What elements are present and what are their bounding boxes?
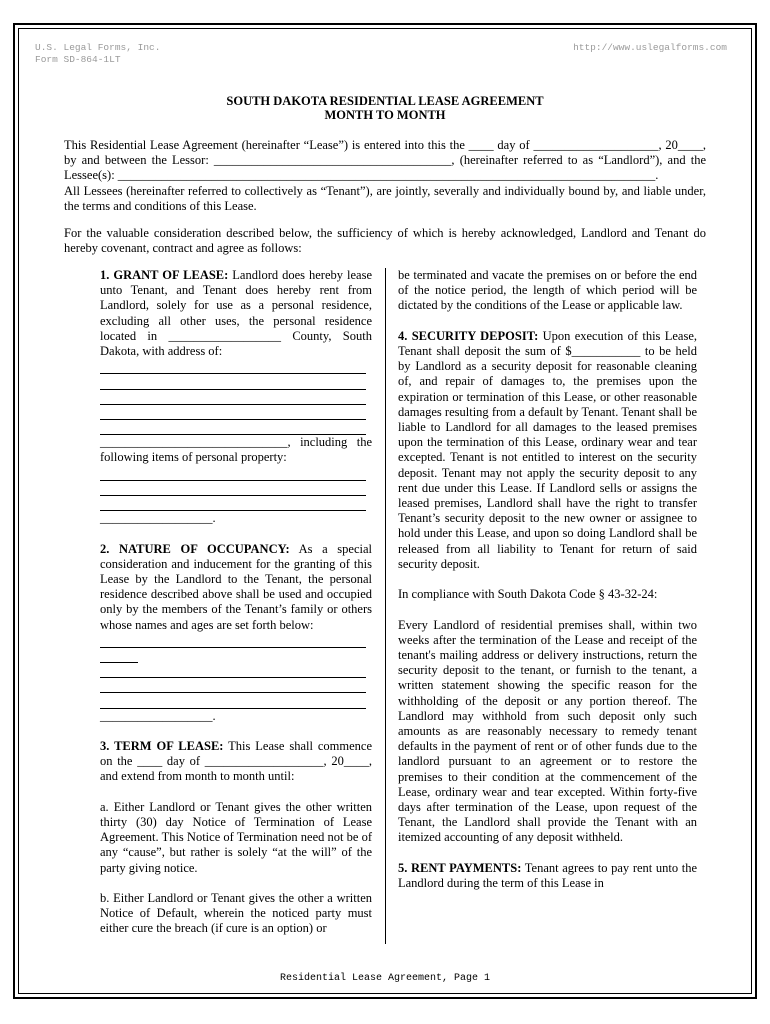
occupant-line — [100, 693, 366, 708]
address-line — [100, 374, 366, 389]
section-heading: 3. TERM OF LEASE: — [100, 739, 224, 754]
property-line — [100, 496, 366, 511]
address-line — [100, 359, 366, 374]
section-term-of-lease — [100, 739, 372, 785]
consideration-block — [64, 226, 706, 256]
form-number: Form SD-864-1LT — [35, 54, 121, 65]
document-subtitle: MONTH TO MONTH — [324, 108, 446, 122]
property-line — [100, 466, 366, 481]
section-security-deposit — [398, 329, 697, 572]
intro-paragraph-lessees: All Lessees (hereinafter referred to collectively as “Tenant”), are jointly, severally and individually bound by, and liable under, the terms and conditions of this Lease. — [64, 183, 706, 213]
intro-paragraph-parties: This Residential Lease Agreement (hereinafter “Lease”) is entered into this the ____ day of ____________________, 20____, by and between the Lessor: ______________________________________, (hereinafter referred to as “Landlord”), and the Lessee(s): ______________________________________________________________________________________. — [64, 138, 706, 183]
term-clause-a: a. Either Landlord or Tenant gives the other written thirty (30) day Notice of Termination of Lease Agreement. This Notice of Termination need not be of any “cause”, but rather is solely “at the will” of the party giving notice. — [100, 799, 372, 875]
section-nature-of-occupancy — [100, 542, 372, 633]
occupant-line — [100, 678, 366, 693]
intro-paragraph-consideration: For the valuable consideration described below, the sufficiency of which is hereby acknowledged, Landlord and Tenant do hereby covenant, contract and agree as follows: — [64, 226, 706, 256]
compliance-statement: In compliance with South Dakota Code § 43-32-24: — [398, 587, 658, 602]
section-text: Upon execution of this Lease, Tenant shall deposit the sum of $___________ to be held by Landlord as a security deposit for reasonable cleaning of, and repair of damages to, the premises upon the expiration or termination of this Lease, or other reasonable damages resulting from a default by Tenant. Tenant shall be liable to Landlord for all damages to the leased premises upon the termination of this Lease, ordinary wear and tear excepted. Tenant is not entitled to interest on the security deposit. Tenant may not apply the security deposit to any rent due under this Lease. If Landlord sells or assigns the leased premises, Landlord shall have the right to transfer Tenant’s security deposit to the new owner or assignee to hold under this Lease, and upon so doing Landlord shall be released from all liability to Tenant for return of said security deposit. — [398, 328, 698, 571]
right-column — [398, 268, 697, 891]
page-footer: Residential Lease Agreement, Page 1 — [279, 973, 491, 984]
address-line — [100, 405, 366, 420]
address-line — [100, 390, 366, 405]
publisher-url[interactable]: http://www.uslegalforms.com — [573, 42, 727, 53]
term-clause-b: b. Either Landlord or Tenant gives the other a written Notice of Default, wherein the noticed party must either cure the breach (if cure is an option) or — [100, 891, 372, 936]
section-heading: 1. GRANT OF LEASE: — [100, 268, 229, 282]
occupant-line — [100, 648, 138, 663]
section-text: As a special consideration and inducement for the granting of this Lease by the Landlord to the Tenant, the personal residence described above shall be used and occupied only by the members of the Tenant’s family or others whose names and ages are set forth below: — [100, 541, 372, 632]
section-rent-payments — [398, 861, 697, 891]
address-line — [100, 420, 366, 435]
section-heading: 2. NATURE OF OCCUPANCY: — [100, 541, 290, 556]
intro-block — [64, 138, 706, 214]
property-line — [100, 481, 366, 496]
publisher-name: U.S. Legal Forms, Inc. — [35, 42, 161, 53]
term-clause-continued: be terminated and vacate the premises on or before the end of the notice period, the length of which period will be dictated by the conditions of the Lease or applicable law. — [398, 268, 697, 313]
occupant-line — [100, 633, 366, 648]
section-text: Tenant agrees to pay rent unto the Landlord during the term of this Lease in — [398, 860, 698, 891]
section-text: Landlord does hereby lease unto Tenant, and Tenant does hereby rent from Landlord, solely for use as a personal residence, excluding all other uses, the personal residence located in __________________ County, South Dakota, with address of: — [100, 268, 372, 359]
left-column — [100, 268, 372, 937]
occupant-line — [100, 663, 366, 678]
property-line-end: __________________. — [100, 511, 216, 526]
occupant-line-end: __________________. — [100, 708, 216, 723]
section-grant-of-lease — [100, 268, 372, 359]
section-text: This Lease shall commence on the ____ day of ___________________, 20____, and extend from month to month until: — [100, 739, 373, 784]
personal-property-intro: ______________________________, including the following items of personal property: — [100, 435, 372, 465]
section-heading: 5. RENT PAYMENTS: — [398, 860, 522, 875]
section-heading: 4. SECURITY DEPOSIT: — [398, 328, 539, 343]
column-divider — [385, 268, 386, 944]
statute-text: Every Landlord of residential premises shall, within two weeks after the termination of the Lease and receipt of the tenant's mailing address or delivery instructions, return the security deposit to the tenant, or furnish to the tenant, a written statement showing the specific reason for the withholding of the deposit or any portion thereof. The Landlord may withhold from such deposit only such amounts as are reasonably necessary to remedy tenant defaults in the payment of rent or of other funds due to the landlord pursuant to an agreement or to restore the premises to their condition at the commencement of the Lease, ordinary wear and tear excepted. Within forty-five days after termination of the Lease, upon request of the Tenant, the Landlord shall provide the Tenant with an itemized accounting of any deposit withheld. — [398, 617, 697, 845]
document-title: SOUTH DAKOTA RESIDENTIAL LEASE AGREEMENT — [226, 94, 544, 108]
publisher-header — [35, 42, 160, 66]
